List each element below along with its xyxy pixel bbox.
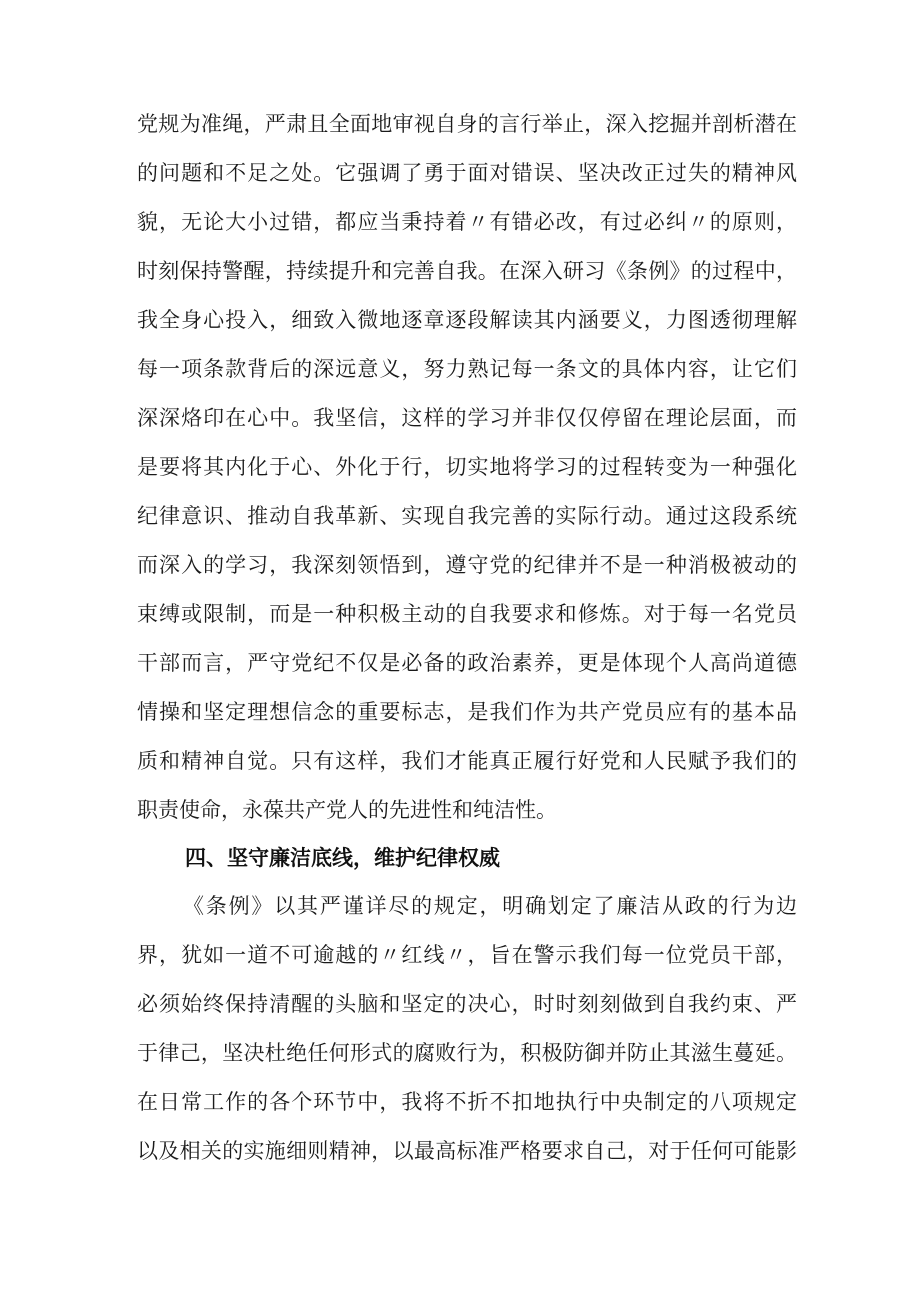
body-text-line: 纪律意识、推动自我革新、实现自我完善的实际行动。通过这段系统 xyxy=(137,504,797,528)
body-text-line: 每一项条款背后的深远意义，努力熟记每一条文的具体内容，让它们 xyxy=(137,357,797,381)
body-text-line: 职责使命，永葆共产党人的先进性和纯洁性。 xyxy=(137,798,557,822)
body-text-line: 界，犹如一道不可逾越的〃红线〃，旨在警示我们每一位党员干部， xyxy=(137,943,797,967)
body-text-line: 束缚或限制，而是一种积极主动的自我要求和修炼。对于每一名党员 xyxy=(137,602,797,626)
body-text-line: 于律己，坚决杜绝任何形式的腐败行为，积极防御并防止其滋生蔓延。 xyxy=(137,1041,797,1065)
body-text-line: 在日常工作的各个环节中，我将不折不扣地执行中央制定的八项规定 xyxy=(137,1090,797,1114)
body-text-line: 情操和坚定理想信念的重要标志，是我们作为共产党员应有的基本品 xyxy=(137,700,797,724)
body-text-line: 深深烙印在心中。我坚信，这样的学习并非仅仅停留在理论层面，而 xyxy=(137,406,797,430)
body-text-line: 必须始终保持清醒的头脑和坚定的决心，时时刻刻做到自我约束、严 xyxy=(137,992,797,1016)
section-heading: 四、坚守廉洁底线，维护纪律权威 xyxy=(185,846,500,870)
body-text-line: 而深入的学习，我深刻领悟到，遵守党的纪律并不是一种消极被动的 xyxy=(137,553,797,577)
body-text-line: 党规为准绳，严肃且全面地审视自身的言行举止，深入挖掘并剖析潜在 xyxy=(137,112,797,136)
body-text-line: 的问题和不足之处。它强调了勇于面对错误、坚决改正过失的精神风 xyxy=(137,161,797,185)
body-text-line: 是要将其内化于心、外化于行，切实地将学习的过程转变为一种强化 xyxy=(137,455,797,479)
body-text-line: 我全身心投入，细致入微地逐章逐段解读其内涵要义，力图透彻理解 xyxy=(137,308,797,332)
body-text-line: 以及相关的实施细则精神，以最高标准严格要求自己，对于任何可能影 xyxy=(137,1139,797,1163)
body-text-line: 《条例》以其严谨详尽的规定，明确划定了廉洁从政的行为边 xyxy=(183,894,797,918)
body-text-line: 干部而言，严守党纪不仅是必备的政治素养，更是体现个人高尚道德 xyxy=(137,651,797,675)
body-text-line: 质和精神自觉。只有这样，我们才能真正履行好党和人民赋予我们的 xyxy=(137,749,797,773)
body-text-line: 时刻保持警醒，持续提升和完善自我。在深入研习《条例》的过程中， xyxy=(137,259,797,283)
body-text-line: 貌，无论大小过错，都应当秉持着〃有错必改，有过必纠〃的原则， xyxy=(137,210,797,234)
